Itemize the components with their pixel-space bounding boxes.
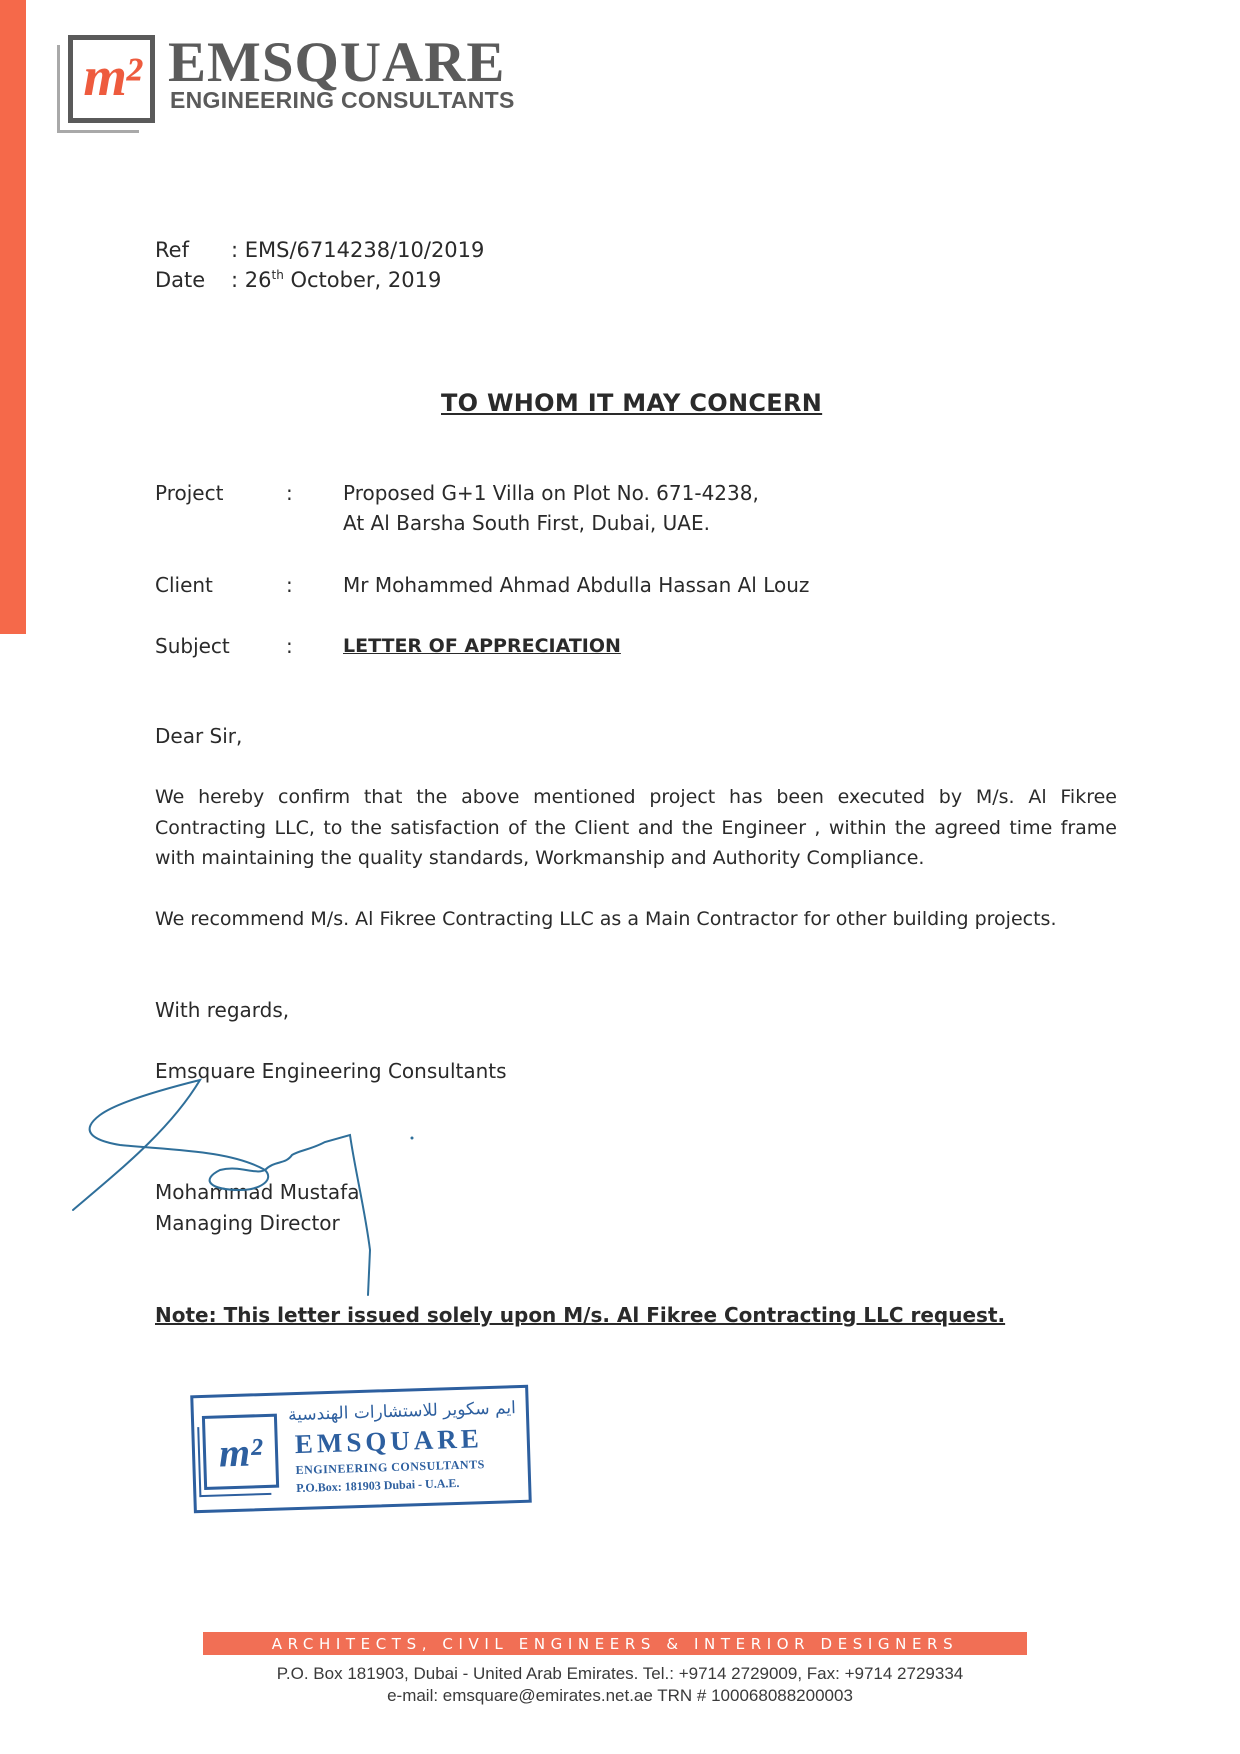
- stamp-logo: m²: [202, 1414, 279, 1490]
- handwritten-signature: [60, 1060, 420, 1310]
- ref-value: : EMS/6714238/10/2019: [231, 238, 485, 262]
- stamp-arabic-name: ايم سكوير للاستشارات الهندسية: [287, 1398, 517, 1426]
- salutation: Dear Sir,: [155, 724, 243, 748]
- footer-contact: e-mail: emsquare@emirates.net.ae TRN # 100068088200003: [387, 1686, 853, 1705]
- project-line-2: At Al Barsha South First, Dubai, UAE.: [343, 511, 710, 535]
- closing: With regards,: [155, 998, 290, 1022]
- letterhead-side-bar: [0, 0, 26, 634]
- letter-title: TO WHOM IT MAY CONCERN: [441, 389, 823, 417]
- brand-subtitle: ENGINEERING CONSULTANTS: [170, 87, 515, 113]
- footer-address: P.O. Box 181903, Dubai - United Arab Emirates. Tel.: +9714 2729009, Fax: +9714 2729334: [276, 1664, 964, 1683]
- logo-mark: m²: [83, 46, 140, 108]
- client-value: Mr Mohammed Ahmad Abdulla Hassan Al Louz: [343, 573, 810, 597]
- company-name: Emsquare Engineering Consultants: [155, 1059, 507, 1083]
- footer-tagline-band: [203, 1632, 1027, 1655]
- brand-name: EMSQUARE: [168, 31, 506, 94]
- company-stamp: [190, 1385, 532, 1514]
- stamp-subtitle: ENGINEERING CONSULTANTS: [295, 1457, 485, 1478]
- project-value: [343, 478, 759, 538]
- date-rest: October, 2019: [283, 268, 442, 292]
- date-row: [155, 268, 441, 292]
- date-label: Date: [155, 268, 206, 292]
- project-separator: :: [286, 481, 293, 505]
- signer-role: Managing Director: [155, 1211, 340, 1235]
- subject-value: LETTER OF APPRECIATION: [343, 635, 621, 657]
- body-paragraph-1: We hereby confirm that the above mentioned project has been executed by M/s. Al Fikree Contracting LLC, to the satisfaction of the Client and the Engineer , within the agreed time frame with maintaining the quality standards, Workmanship and Authority Compliance.: [155, 786, 1117, 869]
- subject-label: Subject: [155, 634, 230, 658]
- client-separator: :: [286, 573, 293, 597]
- company-logo: [57, 35, 157, 135]
- project-line-1: Proposed G+1 Villa on Plot No. 671-4238,: [343, 481, 759, 505]
- body-paragraph-2: We recommend M/s. Al Fikree Contracting LLC as a Main Contractor for other building projects.: [155, 908, 1057, 930]
- ref-label: Ref: [155, 238, 189, 262]
- logo-front-frame: [68, 35, 155, 123]
- signer-name: Mohammad Mustafa: [155, 1180, 360, 1204]
- date-ordinal: th: [271, 268, 284, 282]
- project-label: Project: [155, 481, 224, 505]
- client-label: Client: [155, 573, 213, 597]
- stamp-name: EMSQUARE: [294, 1423, 484, 1460]
- subject-separator: :: [286, 634, 293, 658]
- footer-tagline: ARCHITECTS, CIVIL ENGINEERS & INTERIOR DESIGNERS: [271, 1634, 959, 1653]
- date-day: : 26: [231, 268, 272, 292]
- stamp-address: P.O.Box: 181903 Dubai - U.A.E.: [295, 1475, 460, 1496]
- issuance-note: Note: This letter issued solely upon M/s. Al Fikree Contracting LLC request.: [155, 1303, 1006, 1327]
- ref-row: [155, 238, 484, 262]
